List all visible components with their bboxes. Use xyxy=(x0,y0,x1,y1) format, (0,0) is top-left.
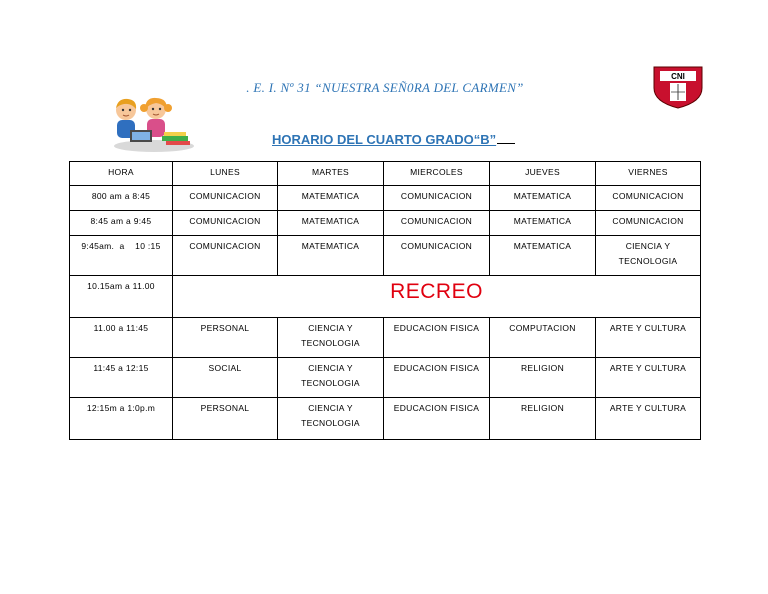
subject-cell: PERSONAL xyxy=(173,398,278,440)
subject-cell: COMUNICACION xyxy=(596,186,701,211)
subject-cell: EDUCACION FISICA xyxy=(384,318,490,358)
subject-cell: CIENCIA Y TECNOLOGIA xyxy=(278,358,384,398)
column-header-jueves: JUEVES xyxy=(490,162,596,186)
subject-cell: RELIGION xyxy=(490,398,596,440)
subject-cell: PERSONAL xyxy=(173,318,278,358)
subject-cell: CIENCIA Y TECNOLOGIA xyxy=(596,236,701,276)
subject-cell: COMPUTACION xyxy=(490,318,596,358)
recreo-cell: RECREO xyxy=(173,276,701,318)
time-cell: 12:15m a 1:0p.m xyxy=(70,398,173,440)
subject-cell: CIENCIA Y TECNOLOGIA xyxy=(278,318,384,358)
time-cell: 9:45am. a 10 :15 xyxy=(70,236,173,276)
table-row xyxy=(70,186,701,211)
time-cell: 800 am a 8:45 xyxy=(70,186,173,211)
schedule-table xyxy=(69,161,701,440)
subject-cell: COMUNICACION xyxy=(384,186,490,211)
subject-cell: MATEMATICA xyxy=(278,236,384,276)
grade-title-text: HORARIO DEL CUARTO GRADO“B” xyxy=(272,132,497,147)
time-cell: 11.00 a 11:45 xyxy=(70,318,173,358)
subject-cell: COMUNICACION xyxy=(173,236,278,276)
title-underline-blank xyxy=(497,131,515,144)
subject-cell: COMUNICACION xyxy=(384,211,490,236)
school-name-title: . E. I. Nº 31 “NUESTRA SEÑ0RA DEL CARMEN” xyxy=(246,80,524,95)
subject-cell: MATEMATICA xyxy=(490,186,596,211)
subject-cell: MATEMATICA xyxy=(490,236,596,276)
table-row-recreo xyxy=(70,276,701,318)
grade-schedule-title xyxy=(272,131,515,147)
subject-cell: ARTE Y CULTURA xyxy=(596,318,701,358)
time-cell: 10.15am a 11.00 xyxy=(70,276,173,318)
subject-cell: COMUNICACION xyxy=(384,236,490,276)
subject-cell: MATEMATICA xyxy=(490,211,596,236)
column-header-martes: MARTES xyxy=(278,162,384,186)
column-header-viernes: VIERNES xyxy=(596,162,701,186)
school-crest-icon xyxy=(650,64,706,110)
subject-cell: COMUNICACION xyxy=(173,211,278,236)
subject-cell: SOCIAL xyxy=(173,358,278,398)
children-reading-icon xyxy=(104,96,196,154)
subject-cell: EDUCACION FISICA xyxy=(384,398,490,440)
table-row xyxy=(70,398,701,440)
subject-cell: ARTE Y CULTURA xyxy=(596,358,701,398)
subject-cell: MATEMATICA xyxy=(278,186,384,211)
logo-text: CNI xyxy=(671,72,685,81)
subject-cell: CIENCIA Y TECNOLOGIA xyxy=(278,398,384,440)
subject-cell: COMUNICACION xyxy=(596,211,701,236)
time-cell: 11:45 a 12:15 xyxy=(70,358,173,398)
subject-cell: MATEMATICA xyxy=(278,211,384,236)
column-header-hora: HORA xyxy=(70,162,173,186)
table-header-row xyxy=(70,162,701,186)
subject-cell: ARTE Y CULTURA xyxy=(596,398,701,440)
time-cell: 8:45 am a 9:45 xyxy=(70,211,173,236)
table-row xyxy=(70,211,701,236)
table-row xyxy=(70,236,701,276)
column-header-miercoles: MIERCOLES xyxy=(384,162,490,186)
subject-cell: RELIGION xyxy=(490,358,596,398)
table-row xyxy=(70,318,701,358)
table-row xyxy=(70,358,701,398)
subject-cell: COMUNICACION xyxy=(173,186,278,211)
column-header-lunes: LUNES xyxy=(173,162,278,186)
subject-cell: EDUCACION FISICA xyxy=(384,358,490,398)
